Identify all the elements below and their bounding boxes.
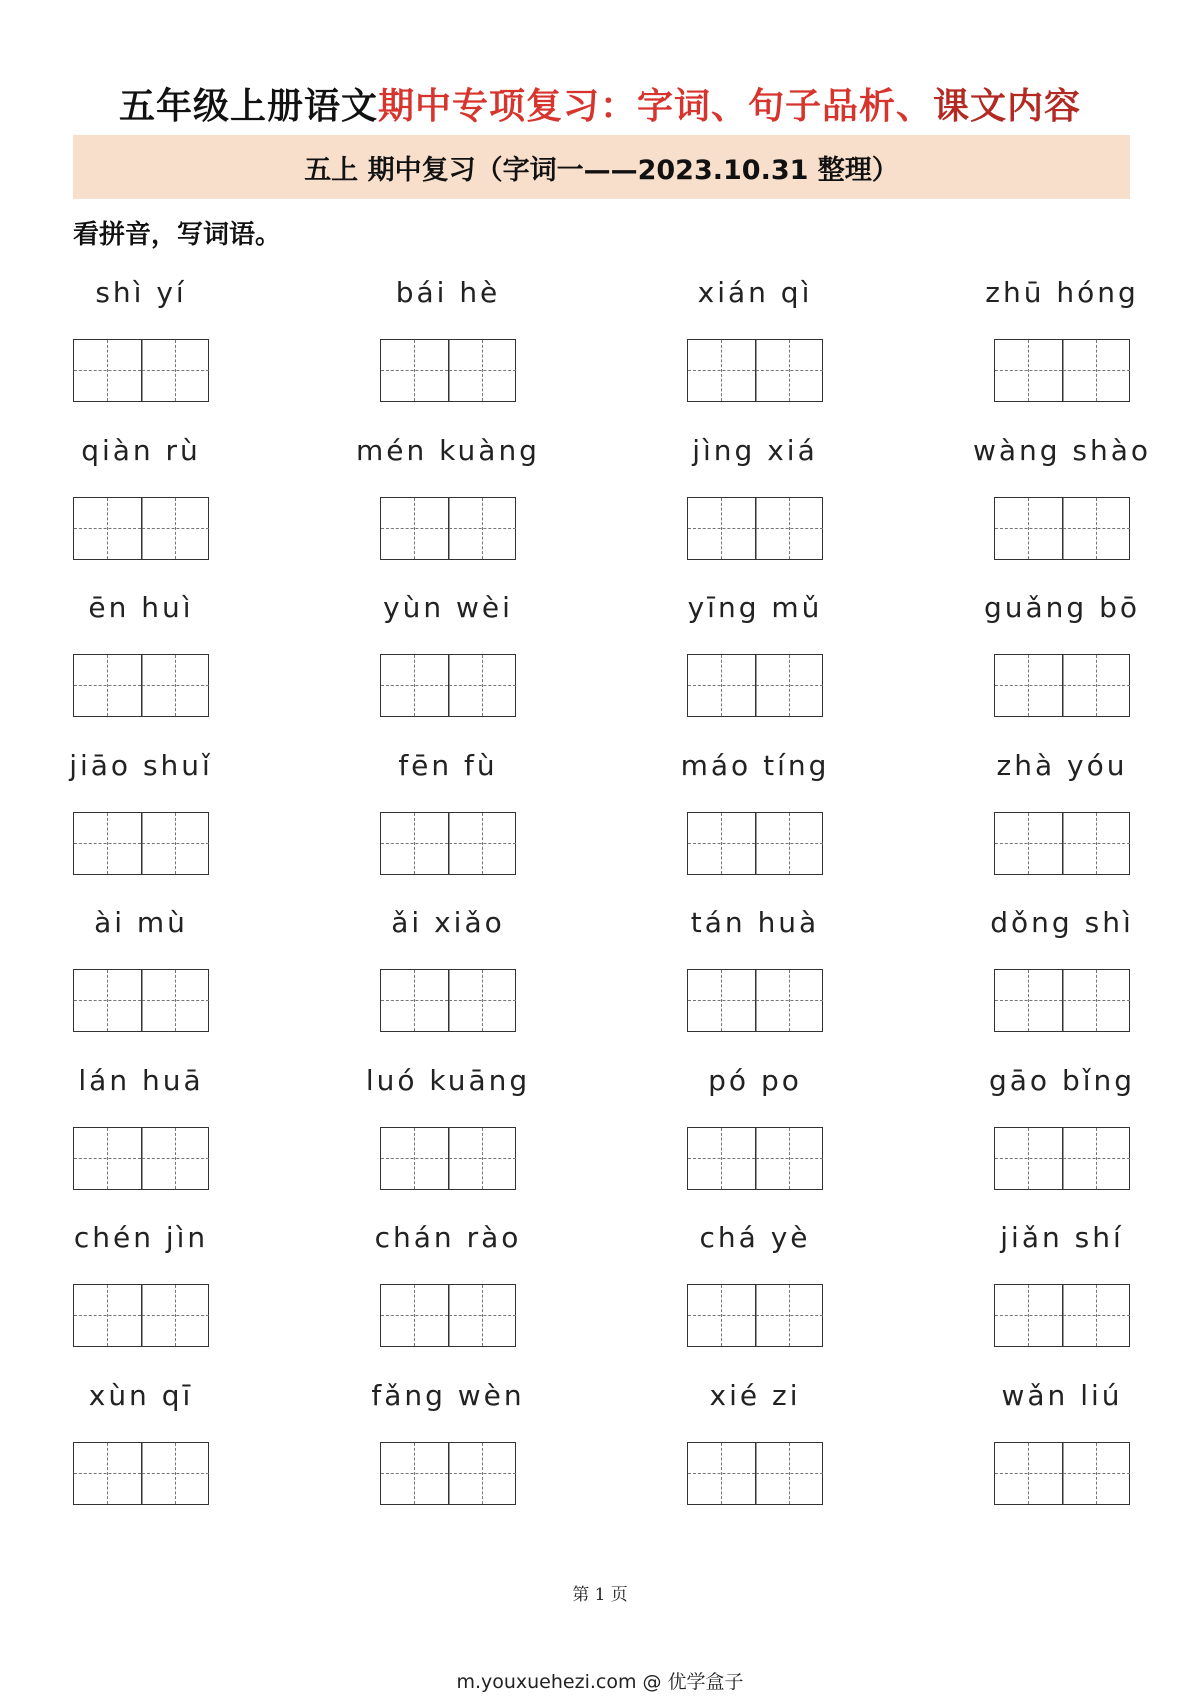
guide-line-horizontal <box>142 1000 209 1001</box>
guide-line-horizontal <box>995 1315 1062 1316</box>
writing-box[interactable] <box>380 1284 516 1347</box>
writing-box[interactable] <box>687 497 823 560</box>
tian-ge-cell[interactable] <box>449 340 516 401</box>
guide-line-horizontal <box>1063 1473 1130 1474</box>
tian-ge-cell[interactable] <box>1063 655 1130 716</box>
guide-line-horizontal <box>74 685 141 686</box>
subtitle-text: 五上 期中复习（字词一——2023.10.31 整理） <box>304 154 899 186</box>
tian-ge-cell[interactable] <box>381 813 448 874</box>
pinyin-prompt: jiāo shuǐ <box>69 748 213 782</box>
tian-ge-cell[interactable] <box>142 1128 209 1189</box>
guide-line-horizontal <box>449 685 516 686</box>
pinyin-prompt: pó po <box>708 1063 802 1097</box>
pinyin-prompt: mén kuàng <box>356 433 540 467</box>
tian-ge-cell[interactable] <box>1063 813 1130 874</box>
guide-line-horizontal <box>381 1158 448 1159</box>
guide-line-horizontal <box>381 1473 448 1474</box>
tian-ge-cell[interactable] <box>688 1443 755 1504</box>
guide-line-horizontal <box>381 528 448 529</box>
tian-ge-cell[interactable] <box>142 1285 209 1346</box>
guide-line-horizontal <box>756 843 823 844</box>
guide-line-horizontal <box>74 370 141 371</box>
tian-ge-cell[interactable] <box>688 498 755 559</box>
tian-ge-cell[interactable] <box>381 1128 448 1189</box>
guide-line-horizontal <box>995 1000 1062 1001</box>
tian-ge-cell[interactable] <box>688 340 755 401</box>
writing-box[interactable] <box>73 497 209 560</box>
pinyin-prompt: ǎi xiǎo <box>391 906 505 939</box>
tian-ge-cell[interactable] <box>995 340 1062 401</box>
tian-ge-cell[interactable] <box>381 655 448 716</box>
guide-line-horizontal <box>756 685 823 686</box>
writing-box[interactable] <box>73 1284 209 1347</box>
guide-line-horizontal <box>1063 843 1130 844</box>
guide-line-horizontal <box>381 685 448 686</box>
writing-box[interactable] <box>73 339 209 402</box>
title-part-2: 期中专项复习：字词、句子品析、 <box>377 86 933 127</box>
pinyin-prompt: jiǎn shí <box>1000 1221 1124 1254</box>
tian-ge-cell[interactable] <box>74 1128 141 1189</box>
guide-line-horizontal <box>74 1473 141 1474</box>
tian-ge-cell[interactable] <box>756 340 823 401</box>
page-number: 第 1 页 <box>572 1585 628 1605</box>
pinyin-prompt: luó kuāng <box>365 1063 531 1097</box>
pinyin-prompt: tán huà <box>690 906 820 939</box>
tian-ge-cell[interactable] <box>1063 970 1130 1031</box>
tian-ge-cell[interactable] <box>995 1285 1062 1346</box>
guide-line-horizontal <box>995 685 1062 686</box>
guide-line-horizontal <box>74 528 141 529</box>
guide-line-horizontal <box>995 528 1062 529</box>
guide-line-horizontal <box>74 1000 141 1001</box>
guide-line-horizontal <box>142 685 209 686</box>
tian-ge-cell[interactable] <box>756 655 823 716</box>
guide-line-horizontal <box>1063 1158 1130 1159</box>
guide-line-horizontal <box>688 1315 755 1316</box>
guide-line-horizontal <box>381 1000 448 1001</box>
guide-line-horizontal <box>449 1158 516 1159</box>
tian-ge-cell[interactable] <box>756 1285 823 1346</box>
guide-line-horizontal <box>688 1158 755 1159</box>
tian-ge-cell[interactable] <box>688 813 755 874</box>
writing-box[interactable] <box>994 497 1130 560</box>
pinyin-prompt: chá yè <box>699 1221 811 1254</box>
writing-box[interactable] <box>73 654 209 717</box>
tian-ge-cell[interactable] <box>142 498 209 559</box>
guide-line-horizontal <box>74 843 141 844</box>
guide-line-horizontal <box>142 1315 209 1316</box>
pinyin-prompt: xùn qī <box>88 1378 194 1412</box>
tian-ge-cell[interactable] <box>995 498 1062 559</box>
pinyin-prompt: wàng shào <box>972 433 1152 467</box>
guide-line-horizontal <box>995 1473 1062 1474</box>
guide-line-horizontal <box>688 685 755 686</box>
tian-ge-cell[interactable] <box>74 340 141 401</box>
writing-box[interactable] <box>380 1127 516 1190</box>
writing-box[interactable] <box>687 969 823 1032</box>
guide-line-horizontal <box>449 1000 516 1001</box>
tian-ge-cell[interactable] <box>142 655 209 716</box>
tian-ge-cell[interactable] <box>688 1128 755 1189</box>
tian-ge-cell[interactable] <box>449 970 516 1031</box>
guide-line-horizontal <box>756 1158 823 1159</box>
tian-ge-cell[interactable] <box>756 813 823 874</box>
writing-box[interactable] <box>994 654 1130 717</box>
writing-box[interactable] <box>380 1442 516 1505</box>
tian-ge-cell[interactable] <box>449 1443 516 1504</box>
writing-box[interactable] <box>380 812 516 875</box>
writing-box[interactable] <box>687 339 823 402</box>
tian-ge-cell[interactable] <box>449 498 516 559</box>
tian-ge-cell[interactable] <box>74 1443 141 1504</box>
guide-line-horizontal <box>142 1158 209 1159</box>
tian-ge-cell[interactable] <box>381 498 448 559</box>
guide-line-horizontal <box>1063 528 1130 529</box>
writing-box[interactable] <box>380 969 516 1032</box>
tian-ge-cell[interactable] <box>74 970 141 1031</box>
instruction-text: 看拼音，写词语。 <box>73 220 282 250</box>
tian-ge-cell[interactable] <box>1063 1443 1130 1504</box>
tian-ge-cell[interactable] <box>142 970 209 1031</box>
pinyin-prompt: xié zi <box>709 1378 801 1412</box>
guide-line-horizontal <box>142 528 209 529</box>
tian-ge-cell[interactable] <box>381 1285 448 1346</box>
pinyin-prompt: gāo bǐng <box>988 1063 1136 1097</box>
guide-line-horizontal <box>756 1473 823 1474</box>
pinyin-prompt: xián qì <box>697 276 813 309</box>
tian-ge-cell[interactable] <box>449 813 516 874</box>
tian-ge-cell[interactable] <box>74 655 141 716</box>
writing-box[interactable] <box>994 1127 1130 1190</box>
tian-ge-cell[interactable] <box>381 970 448 1031</box>
writing-box[interactable] <box>73 1127 209 1190</box>
guide-line-horizontal <box>688 1000 755 1001</box>
writing-box[interactable] <box>994 1442 1130 1505</box>
tian-ge-cell[interactable] <box>381 1443 448 1504</box>
guide-line-horizontal <box>449 528 516 529</box>
pinyin-prompt: lán huā <box>78 1063 204 1097</box>
pinyin-prompt: dǒng shì <box>990 906 1134 939</box>
title-part-3: 课文内容 <box>933 86 1082 127</box>
writing-box[interactable] <box>380 497 516 560</box>
writing-box[interactable] <box>687 812 823 875</box>
guide-line-horizontal <box>449 1473 516 1474</box>
writing-box[interactable] <box>994 339 1130 402</box>
tian-ge-cell[interactable] <box>756 1443 823 1504</box>
tian-ge-cell[interactable] <box>995 1128 1062 1189</box>
guide-line-horizontal <box>142 843 209 844</box>
guide-line-horizontal <box>449 1315 516 1316</box>
writing-box[interactable] <box>73 812 209 875</box>
guide-line-horizontal <box>688 528 755 529</box>
pinyin-prompt: zhà yóu <box>996 748 1128 782</box>
tian-ge-cell[interactable] <box>142 1443 209 1504</box>
pinyin-prompt: shì yí <box>95 276 187 309</box>
pinyin-prompt: jìng xiá <box>692 433 818 467</box>
tian-ge-cell[interactable] <box>688 970 755 1031</box>
guide-line-horizontal <box>1063 685 1130 686</box>
tian-ge-cell[interactable] <box>1063 1285 1130 1346</box>
guide-line-horizontal <box>995 843 1062 844</box>
tian-ge-cell[interactable] <box>688 1285 755 1346</box>
guide-line-horizontal <box>1063 1000 1130 1001</box>
tian-ge-cell[interactable] <box>995 813 1062 874</box>
guide-line-horizontal <box>74 1315 141 1316</box>
pinyin-prompt: ēn huì <box>88 591 194 624</box>
guide-line-horizontal <box>756 1000 823 1001</box>
pinyin-prompt: guǎng bō <box>983 591 1141 624</box>
pinyin-prompt: zhū hóng <box>985 276 1139 309</box>
guide-line-horizontal <box>381 843 448 844</box>
pinyin-prompt: wǎn liú <box>1001 1378 1123 1412</box>
guide-line-horizontal <box>381 1315 448 1316</box>
pinyin-prompt: máo tíng <box>680 748 830 782</box>
guide-line-horizontal <box>756 528 823 529</box>
tian-ge-cell[interactable] <box>995 1443 1062 1504</box>
tian-ge-cell[interactable] <box>756 498 823 559</box>
tian-ge-cell[interactable] <box>1063 340 1130 401</box>
tian-ge-cell[interactable] <box>449 1128 516 1189</box>
writing-box[interactable] <box>994 969 1130 1032</box>
tian-ge-cell[interactable] <box>142 340 209 401</box>
guide-line-horizontal <box>995 1158 1062 1159</box>
guide-line-horizontal <box>688 1473 755 1474</box>
writing-box[interactable] <box>994 812 1130 875</box>
tian-ge-cell[interactable] <box>142 813 209 874</box>
guide-line-horizontal <box>995 370 1062 371</box>
guide-line-horizontal <box>1063 370 1130 371</box>
pinyin-prompt: ài mù <box>94 906 188 939</box>
tian-ge-cell[interactable] <box>449 1285 516 1346</box>
writing-box[interactable] <box>73 1442 209 1505</box>
tian-ge-cell[interactable] <box>995 970 1062 1031</box>
pinyin-prompt: yīng mǔ <box>687 591 823 624</box>
writing-box[interactable] <box>687 654 823 717</box>
guide-line-horizontal <box>756 1315 823 1316</box>
guide-line-horizontal <box>449 843 516 844</box>
guide-line-horizontal <box>756 370 823 371</box>
title-part-1: 五年级上册语文 <box>118 86 378 127</box>
tian-ge-cell[interactable] <box>381 340 448 401</box>
guide-line-horizontal <box>142 1473 209 1474</box>
pinyin-prompt: bái hè <box>395 276 501 309</box>
tian-ge-cell[interactable] <box>756 1128 823 1189</box>
pinyin-prompt: qiàn rù <box>81 433 201 467</box>
guide-line-horizontal <box>381 370 448 371</box>
guide-line-horizontal <box>142 370 209 371</box>
tian-ge-cell[interactable] <box>756 970 823 1031</box>
writing-box[interactable] <box>380 339 516 402</box>
guide-line-horizontal <box>1063 1315 1130 1316</box>
pinyin-prompt: chén jìn <box>73 1221 209 1254</box>
tian-ge-cell[interactable] <box>688 655 755 716</box>
guide-line-horizontal <box>688 843 755 844</box>
writing-box[interactable] <box>687 1442 823 1505</box>
tian-ge-cell[interactable] <box>1063 498 1130 559</box>
pinyin-prompt: fēn fù <box>398 748 498 782</box>
tian-ge-cell[interactable] <box>74 498 141 559</box>
guide-line-horizontal <box>688 370 755 371</box>
writing-box[interactable] <box>994 1284 1130 1347</box>
tian-ge-cell[interactable] <box>74 1285 141 1346</box>
writing-box[interactable] <box>687 1284 823 1347</box>
footer-watermark: m.youxuehezi.com @ 优学盒子 <box>456 1671 744 1693</box>
tian-ge-cell[interactable] <box>1063 1128 1130 1189</box>
guide-line-horizontal <box>449 370 516 371</box>
pinyin-prompt: fǎng wèn <box>371 1378 525 1412</box>
tian-ge-cell[interactable] <box>995 655 1062 716</box>
pinyin-prompt: chán rào <box>374 1221 522 1254</box>
tian-ge-cell[interactable] <box>74 813 141 874</box>
pinyin-prompt: yùn wèi <box>383 591 513 624</box>
guide-line-horizontal <box>74 1158 141 1159</box>
writing-box[interactable] <box>73 969 209 1032</box>
tian-ge-cell[interactable] <box>449 655 516 716</box>
writing-box[interactable] <box>687 1127 823 1190</box>
writing-box[interactable] <box>380 654 516 717</box>
